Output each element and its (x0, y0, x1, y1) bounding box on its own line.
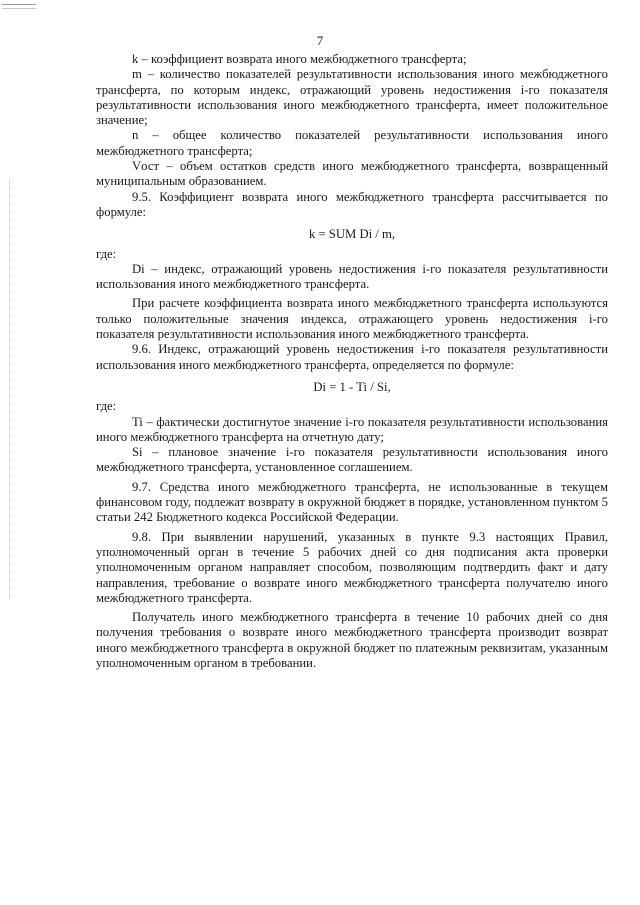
scan-edge (9, 180, 11, 600)
where-label-2: где: (96, 399, 117, 414)
clause-9-6: 9.6. Индекс, отражающий уровень недостижения i-го показателя результативности использования иного межбюджетного трансферта, определяется по формуле: (96, 342, 608, 372)
scan-artifact (2, 4, 36, 9)
document-body (96, 52, 608, 671)
si-definition: Si – плановое значение i-го показателя результативности использования иного межбюджетного трансферта, установленное соглашением. (96, 445, 608, 475)
ti-definition: Ti – фактически достигнутое значение i-го показателя результативности использования иного межбюджетного трансферта на отчетную дату; (96, 414, 608, 444)
vost-definition: Vост – объем остатков средств иного межбюджетного трансферта, возвращенный муниципальным образованием. (96, 159, 608, 189)
formula-di: Di = 1 - Ti / Si, (313, 379, 391, 394)
formula-k: k = SUM Di / m, (308, 227, 396, 242)
page-number: 7 (316, 33, 324, 48)
where-label-1: где: (96, 246, 117, 261)
clause-9-8: 9.8. При выявлении нарушений, указанных в пункте 9.3 настоящих Правил, уполномоченный орган в течение 5 рабочих дней со дня подписания акта проверки уполномоченным органом направляет способом, позволяющим подтвердить факт и дату направления, требование о возврате иного межбюджетного трансферта получателю иного межбюджетного трансферта. (96, 529, 608, 605)
di-definition: Di – индекс, отражающий уровень недостижения i-го показателя результативности использования иного межбюджетного трансферта. (96, 261, 608, 292)
k-definition: k – коэффициент возврата иного межбюджетного трансферта; (132, 52, 467, 66)
clause-9-5: 9.5. Коэффициент возврата иного межбюджетного трансферта рассчитывается по формуле: (96, 189, 608, 219)
clause-9-7: 9.7. Средства иного межбюджетного трансферта, не использованные в текущем финансовом году, подлежат возврату в окружной бюджет в порядке, установленном пунктом 5 статьи 242 Бюджетного кодекса Российской Федерации. (96, 479, 608, 525)
final-paragraph: Получатель иного межбюджетного трансферта в течение 10 рабочих дней со дня получения требования о возврате иного межбюджетного трансферта производит возврат иного межбюджетного трансферта в окружной бюджет по платежным реквизитам, указанным уполномоченным органом в требовании. (96, 610, 608, 670)
m-definition: m – количество показателей результативности использования иного межбюджетного трансферта, по которым индекс, отражающий уровень недостижения i-го показателя результативности использования иного межбюджетного трансферта, имеет положительное значение; (96, 67, 608, 128)
n-definition: n – общее количество показателей результативности использования иного межбюджетного трансферта; (96, 128, 608, 158)
di-note: При расчете коэффициента возврата иного межбюджетного трансферта используются только положительные значения индекса, отражающего уровень недостижения i-го показателя результативности использования иного межбюджетного трансферта. (96, 296, 608, 342)
